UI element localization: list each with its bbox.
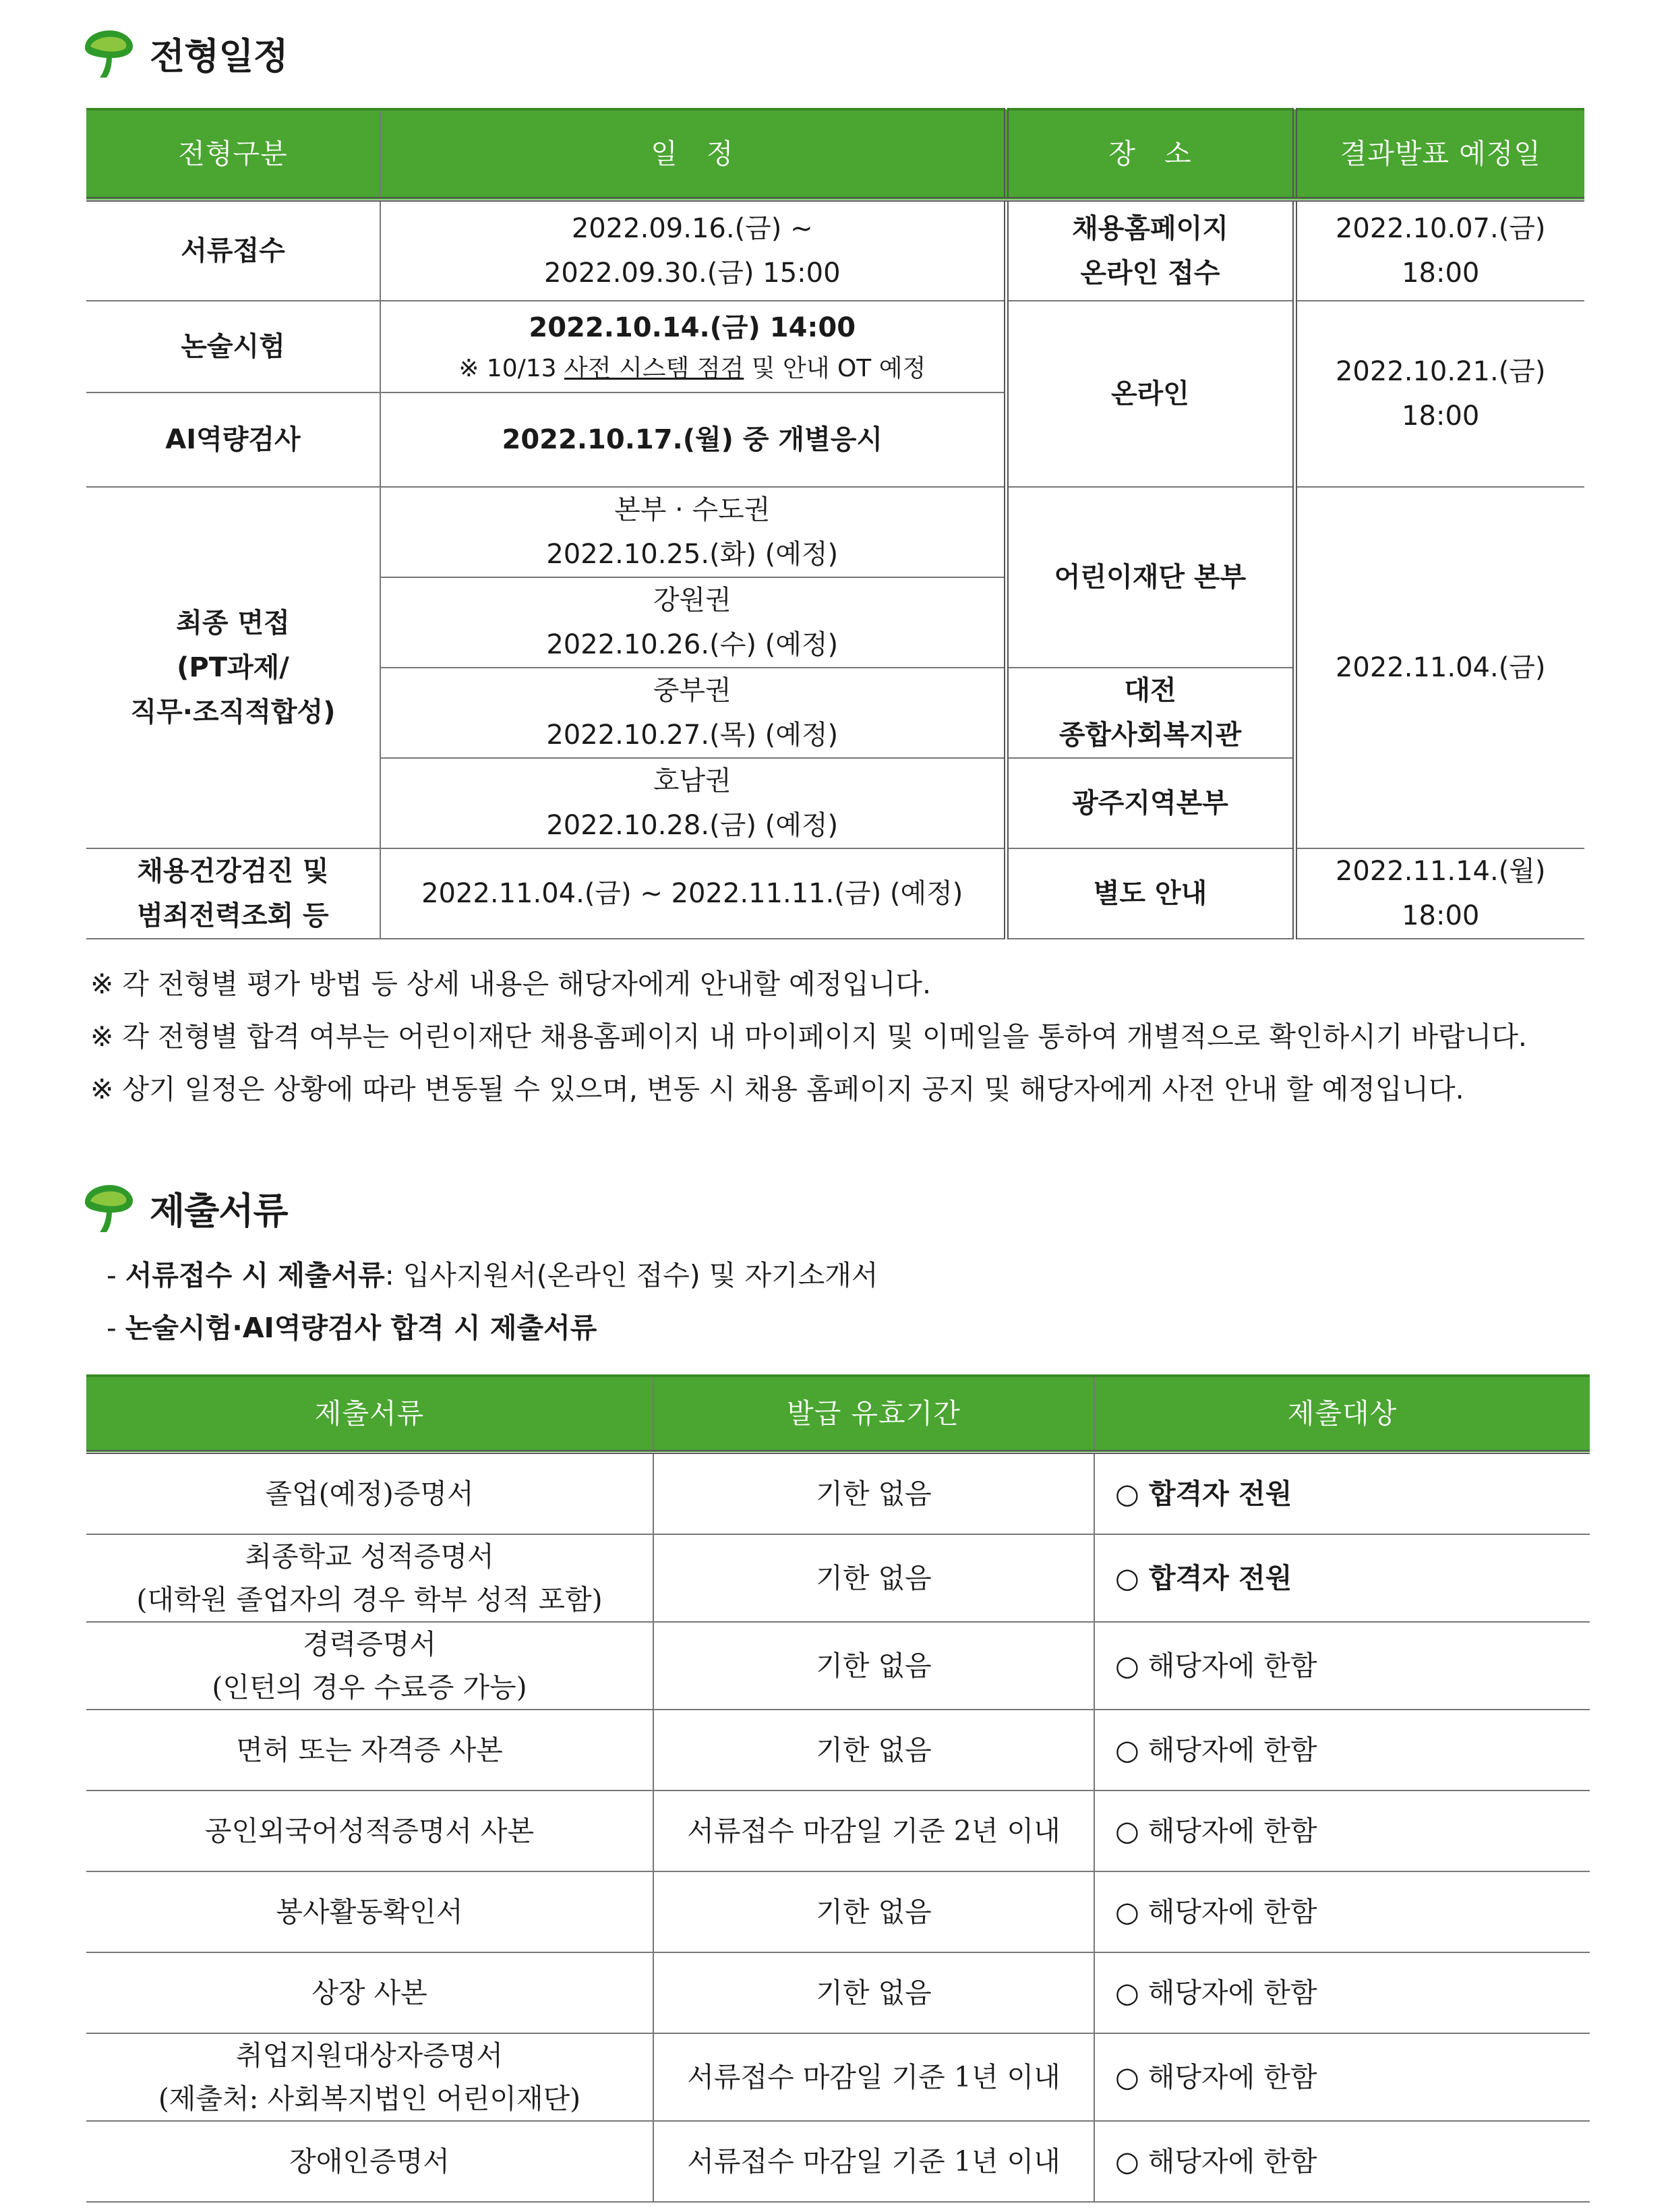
stage-health-check: [86, 848, 380, 939]
stage-line: 직무·조직적합성): [130, 696, 336, 728]
table-row: [86, 1534, 1590, 1622]
validity: 기한 없음: [653, 1952, 1094, 2033]
target: ○ 해당자에 한함: [1094, 1871, 1590, 1952]
validity: 서류접수 마감일 기준 1년 이내: [653, 2033, 1094, 2121]
stage-line: 범죄전력조회 등: [137, 900, 329, 931]
table-row: [86, 1791, 1590, 1871]
header-type: 전형구분: [86, 109, 380, 200]
document-name: [86, 2121, 653, 2202]
schedule-date: [380, 577, 1006, 668]
header-document: 제출서류: [86, 1376, 653, 1452]
note-suffix: 및 안내 OT 예정: [744, 354, 926, 382]
table-row: [86, 1952, 1590, 2033]
date-line: 2022.10.28.(금) (예정): [546, 809, 839, 841]
date-line: 2022.09.30.(금) 15:00: [543, 257, 841, 289]
place: 광주지역본부: [1006, 758, 1294, 848]
target: ○ 합격자 전원: [1094, 1534, 1590, 1622]
table-row: [86, 2121, 1590, 2202]
document-name-line: 장애인증명서: [289, 2145, 450, 2178]
result-line: 2022.11.14.(월): [1335, 855, 1546, 887]
table-row: [86, 1622, 1590, 1710]
section-title-documents: [80, 1177, 288, 1238]
green-tree-logo-icon: [80, 25, 139, 82]
document-name-line: 봉사활동확인서: [276, 1896, 463, 1928]
note-line: ※ 각 전형별 합격 여부는 어린이재단 채용홈페이지 내 마이페이지 및 이메일을 통하여 개별적으로 확인하시기 바랍니다.: [90, 1020, 1527, 1053]
place-line: 대전: [1124, 674, 1176, 706]
schedule-date: [380, 301, 1006, 392]
place: 온라인: [1006, 301, 1294, 487]
document-name-line: 최종학교 성적증명서: [245, 1540, 494, 1573]
document-name-line: 상장 사본: [311, 1977, 427, 2009]
document-name: [86, 1534, 653, 1622]
schedule-date: [380, 758, 1006, 848]
documents-table: [86, 1374, 1590, 2203]
sub-item-pass: [107, 1302, 597, 1354]
region-line: 본부 · 수도권: [614, 494, 771, 525]
header-validity: 발급 유효기간: [653, 1376, 1094, 1452]
target: ○ 해당자에 한함: [1094, 1622, 1590, 1710]
stage-final-interview: [86, 487, 380, 848]
validity: 서류접수 마감일 기준 2년 이내: [653, 1791, 1094, 1871]
document-name-line: 경력증명서: [302, 1628, 437, 1660]
result-line: 2022.10.21.(금): [1335, 355, 1546, 387]
note-underlined: 사전 시스템 점검: [564, 354, 744, 382]
table-row: [86, 2033, 1590, 2121]
target: ○ 해당자에 한함: [1094, 1710, 1590, 1791]
document-name-note: (대학원 졸업자의 경우 학부 성적 포함): [136, 1583, 603, 1616]
section-title-text: 제출서류: [150, 1189, 288, 1232]
document-name-note: (제출처: 사회복지법인 어린이재단): [158, 2083, 581, 2115]
stage-line: 최종 면접: [176, 607, 290, 639]
document-name-note: (인턴의 경우 수료증 가능): [212, 1671, 527, 1704]
date-line: 2022.10.26.(수) (예정): [546, 629, 839, 660]
document-name-line: 졸업(예정)증명서: [265, 1478, 474, 1510]
document-name: [86, 1452, 653, 1534]
schedule-table: [86, 108, 1584, 939]
schedule-notes: [90, 958, 1527, 1115]
target: ○ 해당자에 한함: [1094, 2121, 1590, 2202]
table-row: [86, 1871, 1590, 1952]
validity: 기한 없음: [653, 1622, 1094, 1710]
stage-line: (PT과제/: [177, 651, 289, 683]
stage-document: 서류접수: [86, 200, 380, 301]
place-line: 종합사회복지관: [1058, 719, 1242, 751]
result-line: 2022.10.07.(금): [1335, 212, 1546, 244]
schedule-date: 2022.10.17.(월) 중 개별응시: [380, 392, 1006, 487]
result-line: 18:00: [1402, 900, 1480, 931]
place: 어린이재단 본부: [1006, 487, 1294, 668]
section-title-text: 전형일정: [150, 34, 288, 78]
table-row: [86, 200, 1584, 301]
target: ○ 합격자 전원: [1094, 1452, 1590, 1534]
header-result-date: 결과발표 예정일: [1294, 109, 1584, 200]
document-name: [86, 1871, 653, 1952]
place-line: 온라인 접수: [1080, 257, 1220, 289]
note-line: ※ 상기 일정은 상황에 따라 변동될 수 있으며, 변동 시 채용 홈페이지 공지 및 해당자에게 사전 안내 할 예정입니다.: [90, 1073, 1464, 1105]
schedule-header-row: [86, 109, 1584, 200]
validity: 기한 없음: [653, 1871, 1094, 1952]
region-line: 강원권: [653, 584, 732, 616]
region-line: 중부권: [653, 674, 732, 706]
header-place: 장 소: [1006, 109, 1294, 200]
target: ○ 해당자에 한함: [1094, 1791, 1590, 1871]
place-line: 채용홈페이지: [1072, 212, 1228, 244]
schedule-date: [380, 668, 1006, 758]
result-date: [1294, 200, 1584, 301]
dash: -: [107, 1259, 125, 1291]
document-name: [86, 1710, 653, 1791]
validity: 서류접수 마감일 기준 1년 이내: [653, 2121, 1094, 2202]
result-date: 2022.11.04.(금): [1294, 487, 1584, 848]
table-row: [86, 301, 1584, 392]
sub-item-text: : 입사지원서(온라인 접수) 및 자기소개서: [384, 1259, 878, 1291]
result-date: [1294, 848, 1584, 939]
schedule-date: 2022.11.04.(금) ~ 2022.11.11.(금) (예정): [380, 848, 1006, 939]
date-line: 2022.10.25.(화) (예정): [546, 538, 839, 570]
green-tree-logo-icon: [80, 1180, 139, 1236]
stage-essay: 논술시험: [86, 301, 380, 392]
date-line: 2022.10.27.(목) (예정): [546, 719, 839, 751]
table-row: [86, 848, 1584, 939]
section-title-schedule: [80, 23, 288, 84]
table-row: [86, 1710, 1590, 1791]
schedule-date: [380, 200, 1006, 301]
result-line: 18:00: [1402, 400, 1480, 432]
document-name-line: 취업지원대상자증명서: [235, 2039, 504, 2072]
region-line: 호남권: [653, 765, 732, 796]
note-line: [381, 350, 1004, 388]
table-row: [86, 487, 1584, 577]
sub-item-bold: 논술시험·AI역량검사 합격 시 제출서류: [125, 1312, 597, 1344]
dash: -: [107, 1312, 125, 1344]
document-name: [86, 1622, 653, 1710]
validity: 기한 없음: [653, 1710, 1094, 1791]
sub-item-documents: [107, 1249, 878, 1302]
note-line: ※ 각 전형별 평가 방법 등 상세 내용은 해당자에게 안내할 예정입니다.: [90, 968, 932, 1000]
stage-line: 채용건강검진 및: [137, 855, 329, 887]
document-name-line: 면허 또는 자격증 사본: [236, 1734, 503, 1766]
place: 별도 안내: [1006, 848, 1294, 939]
document-name: [86, 1791, 653, 1871]
place: [1006, 200, 1294, 301]
date-line: 2022.10.14.(금) 14:00: [529, 312, 856, 343]
table-row: [86, 1452, 1590, 1534]
validity: 기한 없음: [653, 1534, 1094, 1622]
result-line: 18:00: [1402, 257, 1480, 289]
target: ○ 해당자에 한함: [1094, 1952, 1590, 2033]
sub-item-bold: 서류접수 시 제출서류: [125, 1259, 385, 1291]
schedule-date: [380, 487, 1006, 577]
stage-ai: AI역량검사: [86, 392, 380, 487]
note-prefix: ※ 10/13: [458, 354, 564, 382]
document-name: [86, 2033, 653, 2121]
document-name-line: 공인외국어성적증명서 사본: [204, 1815, 535, 1847]
date-line: 2022.09.16.(금) ~: [571, 212, 813, 244]
documents-header-row: [86, 1376, 1590, 1452]
result-date: [1294, 301, 1584, 487]
validity: 기한 없음: [653, 1452, 1094, 1534]
place: [1006, 668, 1294, 758]
target: ○ 해당자에 한함: [1094, 2033, 1590, 2121]
document-name: [86, 1952, 653, 2033]
header-target: 제출대상: [1094, 1376, 1590, 1452]
header-schedule: 일 정: [380, 109, 1006, 200]
